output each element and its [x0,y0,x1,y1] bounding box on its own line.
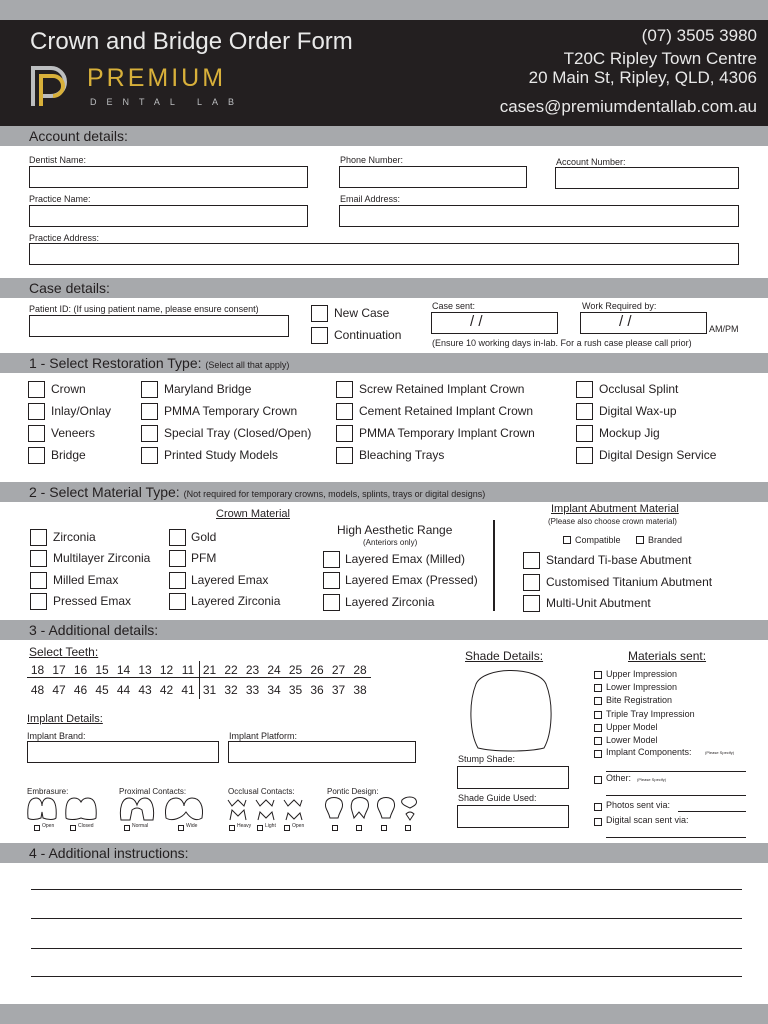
account-number-field[interactable] [555,167,739,189]
tooth-35[interactable]: 35 [288,683,303,697]
tooth-16[interactable]: 16 [73,663,88,677]
restoration-crown-label: Crown [51,382,86,396]
tooth-47[interactable]: 47 [52,683,66,697]
restoration-digital-design-service-checkbox[interactable] [576,447,593,464]
material-pressed-emax-checkbox[interactable] [30,593,47,610]
tooth-14[interactable]: 14 [116,663,131,677]
embrasure-opts-open-label: Open [42,823,55,829]
material-gold-label: Gold [191,530,217,544]
material-divider [493,520,495,611]
bottom-strip [0,1004,768,1024]
tooth-34[interactable]: 34 [267,683,281,697]
restoration-mockup-jig-label: Mockup Jig [599,426,660,440]
scan-sent-checkbox[interactable] [594,818,602,826]
case-sent-slashes: / / [470,313,483,330]
phone-number-field[interactable] [339,166,527,188]
shade-guide-label: Shade Guide Used: [458,793,537,803]
material-standard-ti-base-abutment-label: Standard Ti-base Abutment [546,553,692,567]
pontic-design-1-checkbox[interactable] [332,825,338,831]
practice-name-field[interactable] [29,205,308,227]
address-line-2: 20 Main St, Ripley, QLD, 4306 [528,68,757,87]
case-note: (Ensure 10 working days in-lab. For a rush case please call prior) [432,338,692,348]
instruction-line[interactable] [31,976,742,977]
scan-sent-line[interactable] [606,837,746,838]
section-note: (Select all that apply) [205,360,290,370]
embrasure-opts-closed-checkbox[interactable] [70,825,76,831]
tooth-46[interactable]: 46 [73,683,88,697]
materials-bite-registration-label: Bite Registration [606,695,673,706]
tooth-13[interactable]: 13 [138,663,152,677]
top-strip [0,0,768,20]
abutment-sub: (Please also choose crown material) [548,517,677,526]
materials-lower-impression-checkbox[interactable] [594,684,602,692]
tooth-23[interactable]: 23 [245,663,260,677]
case-sent-label: Case sent: [432,301,476,311]
material-layered-emax-pressed-label: Layered Emax (Pressed) [345,573,478,587]
restoration-occlusal-splint-checkbox[interactable] [576,381,593,398]
instruction-line[interactable] [31,918,742,919]
material-zirconia-label: Zirconia [53,530,96,544]
implant-components-label: Implant Components: [606,747,692,757]
proximal-wide-icon [165,798,202,820]
instruction-line[interactable] [31,889,742,890]
material-layered-emax-checkbox[interactable] [169,572,186,589]
material-layered-zirconia-label: Layered Zirconia [345,595,435,609]
tooth-44[interactable]: 44 [116,683,131,697]
material-layered-emax-pressed-checkbox[interactable] [323,572,340,589]
materials-triple-tray-impression-label: Triple Tray Impression [606,708,695,719]
stump-shade-label: Stump Shade: [458,754,516,764]
pontic-2-icon [351,798,368,819]
dentist-name-label: Dentist Name: [29,155,87,165]
material-layered-zirconia-label: Layered Zirconia [191,594,281,608]
address-line-1: T20C Ripley Town Centre [563,49,757,68]
restoration-special-tray-closed-open-label: Special Tray (Closed/Open) [164,426,312,440]
brand-subtitle: DENTAL LAB [90,97,245,107]
material-customised-titanium-abutment-label: Customised Titanium Abutment [546,575,713,589]
email-address-label: Email Address: [340,194,401,204]
tooth-48[interactable]: 48 [30,683,45,697]
material-multi-unit-abutment-checkbox[interactable] [523,595,540,612]
material-gold-checkbox[interactable] [169,529,186,546]
other-label: Other: [606,773,632,783]
proximal-opts-normal-checkbox[interactable] [124,825,130,831]
material-standard-ti-base-abutment-checkbox[interactable] [523,552,540,569]
implant-details-label: Implant Details: [27,713,103,725]
case-sent-field[interactable] [431,312,558,334]
compatible-checkbox[interactable] [563,536,571,544]
restoration-screw-retained-implant-crown-checkbox[interactable] [336,381,353,398]
brand-name: PREMIUM [87,64,227,92]
tooth-18[interactable]: 18 [30,663,45,677]
materials-triple-tray-impression-checkbox[interactable] [594,711,602,719]
material-multi-unit-abutment-label: Multi-Unit Abutment [546,596,651,610]
material-pfm-checkbox[interactable] [169,550,186,567]
continuation-label: Continuation [334,328,402,342]
restoration-cement-retained-implant-crown-checkbox[interactable] [336,403,353,420]
restoration-bleaching-trays-label: Bleaching Trays [359,448,445,462]
occlusal-heavy-icon [228,800,246,820]
materials-bite-registration-checkbox[interactable] [594,697,602,705]
restoration-printed-study-models-checkbox[interactable] [141,447,158,464]
restoration-bridge-label: Bridge [51,448,86,462]
tooth-45[interactable]: 45 [95,683,109,697]
new-case-checkbox[interactable] [311,305,328,322]
work-required-slashes: / / [619,313,632,330]
materials-upper-model-checkbox[interactable] [594,724,602,732]
material-milled-emax-label: Milled Emax [53,573,119,587]
tooth-38[interactable]: 38 [353,683,367,697]
continuation-checkbox[interactable] [311,327,328,344]
restoration-pmma-temporary-implant-crown-checkbox[interactable] [336,425,353,442]
pontic-design-4-checkbox[interactable] [405,825,411,831]
other-line[interactable] [606,795,746,796]
restoration-digital-design-service-label: Digital Design Service [599,448,717,462]
restoration-crown-checkbox[interactable] [28,381,45,398]
select-teeth-label: Select Teeth: [29,645,99,659]
pontic-4-icon [402,797,417,820]
other-specify: (Please Specify) [637,777,667,782]
embrasure-label: Embrasure: [27,787,69,796]
implant-components-specify: (Please Specify) [705,750,735,755]
photos-sent-checkbox[interactable] [594,803,602,811]
section-note: (Not required for temporary crowns, models, splints, trays or digital designs) [183,489,486,499]
high-aesthetic-heading: High Aesthetic Range [337,523,453,537]
proximal-opts-normal-label: Normal [132,823,149,829]
implant-platform-field[interactable] [228,741,416,763]
restoration-special-tray-closed-open-checkbox[interactable] [141,425,158,442]
occlusal-opts-heavy-label: Heavy [237,823,252,829]
implant-components-checkbox[interactable] [594,750,602,758]
embrasure-opts-closed-label: Closed [78,823,94,829]
restoration-cement-retained-implant-crown-label: Cement Retained Implant Crown [359,404,534,418]
stump-shade-field[interactable] [457,766,569,789]
material-pfm-label: PFM [191,551,217,565]
practice-address-label: Practice Address: [29,233,100,243]
photos-sent-label: Photos sent via: [606,800,671,810]
restoration-digital-wax-up-checkbox[interactable] [576,403,593,420]
materials-lower-impression-label: Lower Impression [606,682,678,693]
email-address-field[interactable] [339,205,739,227]
practice-name-label: Practice Name: [29,194,91,204]
materials-lower-model-checkbox[interactable] [594,737,602,745]
new-case-label: New Case [334,306,390,320]
work-required-field[interactable] [580,312,707,334]
occlusal-opts-light-checkbox[interactable] [257,825,263,831]
restoration-inlay-onlay-label: Inlay/Onlay [51,404,112,418]
section-title: Account details: [29,128,128,144]
other-checkbox[interactable] [594,776,602,784]
tooth-15[interactable]: 15 [95,663,109,677]
restoration-maryland-bridge-checkbox[interactable] [141,381,158,398]
proximal-label: Proximal Contacts: [119,787,187,796]
materials-upper-impression-checkbox[interactable] [594,671,602,679]
tooth-11[interactable]: 11 [181,663,195,677]
patient-id-field[interactable] [29,315,289,337]
material-layered-emax-milled-checkbox[interactable] [323,551,340,568]
shade-guide-field[interactable] [457,805,569,828]
practice-address-field[interactable] [29,243,739,265]
occlusal-opts-open-checkbox[interactable] [284,825,290,831]
tooth-33[interactable]: 33 [245,683,260,697]
materials-lower-model-label: Lower Model [606,735,658,745]
tooth-17[interactable]: 17 [52,663,66,677]
tooth-43[interactable]: 43 [138,683,152,697]
high-aesthetic-sub: (Anteriors only) [363,538,418,547]
shade-details-label: Shade Details: [465,649,544,663]
scan-sent-label: Digital scan sent via: [606,815,689,825]
material-layered-emax-label: Layered Emax [191,573,269,587]
tooth-31[interactable]: 31 [202,683,217,697]
restoration-occlusal-splint-label: Occlusal Splint [599,382,679,396]
work-required-label: Work Required by: [582,301,657,311]
tooth-12[interactable]: 12 [159,663,174,677]
material-pressed-emax-label: Pressed Emax [53,594,132,608]
implant-components-line[interactable] [606,771,746,772]
material-layered-zirconia-checkbox[interactable] [323,594,340,611]
restoration-inlay-onlay-checkbox[interactable] [28,403,45,420]
email-address[interactable]: cases@premiumdentallab.com.au [499,97,757,116]
occlusal-opts-heavy-checkbox[interactable] [229,825,235,831]
proximal-opts-wide-checkbox[interactable] [178,825,184,831]
embrasure-opts-open-checkbox[interactable] [34,825,40,831]
material-customised-titanium-abutment-checkbox[interactable] [523,574,540,591]
tooth-25[interactable]: 25 [288,663,303,677]
restoration-printed-study-models-label: Printed Study Models [164,448,279,462]
section-account-header [0,126,768,146]
ampm-label: AM/PM [709,324,739,334]
material-multilayer-zirconia-checkbox[interactable] [30,550,47,567]
occlusal-open-icon [284,800,302,820]
section-material-header [0,482,768,502]
proximal-opts-wide-label: Wide [186,823,198,829]
phone-number: (07) 3505 3980 [641,26,757,45]
crown-material-heading: Crown Material [216,508,290,520]
restoration-pmma-temporary-crown-checkbox[interactable] [141,403,158,420]
logo-icon [29,66,77,108]
restoration-veneers-label: Veneers [51,426,96,440]
tooth-41[interactable]: 41 [181,683,195,697]
photos-sent-line[interactable] [678,811,746,812]
account-number-label: Account Number: [556,157,626,167]
tooth-32[interactable]: 32 [224,683,238,697]
section-additional-header [0,620,768,640]
pontic-3-icon [377,798,394,819]
tooth-37[interactable]: 37 [331,683,346,697]
section-title: Case details: [29,280,110,296]
section-restoration-header [0,353,768,373]
section-title: 1 - Select Restoration Type: [29,355,202,371]
materials-sent-label: Materials sent: [628,649,707,663]
proximal-normal-icon [120,798,153,820]
restoration-veneers-checkbox[interactable] [28,425,45,442]
instruction-line[interactable] [31,948,742,949]
tooth-27[interactable]: 27 [331,663,346,677]
section-instructions-header [0,843,768,863]
material-milled-emax-checkbox[interactable] [30,572,47,589]
tooth-28[interactable]: 28 [353,663,367,677]
material-multilayer-zirconia-label: Multilayer Zirconia [53,551,151,565]
section-title: 2 - Select Material Type: [29,484,180,500]
implant-brand-field[interactable] [27,741,219,763]
tooth-21[interactable]: 21 [202,663,217,677]
pontic-design-2-checkbox[interactable] [356,825,362,831]
compatible-label: Compatible [575,535,621,545]
page-title: Crown and Bridge Order Form [30,28,353,55]
section-title: 3 - Additional details: [29,622,159,638]
material-layered-emax-milled-label: Layered Emax (Milled) [345,552,466,566]
materials-upper-model-label: Upper Model [606,721,658,732]
branded-label: Branded [648,535,683,545]
restoration-pmma-temporary-implant-crown-label: PMMA Temporary Implant Crown [359,426,535,440]
tooth-diagrams [26,796,418,824]
implant-platform-label: Implant Platform: [229,731,298,741]
tooth-22[interactable]: 22 [224,663,238,677]
restoration-mockup-jig-checkbox[interactable] [576,425,593,442]
tooth-36[interactable]: 36 [310,683,324,697]
tooth-24[interactable]: 24 [267,663,281,677]
material-zirconia-checkbox[interactable] [30,529,47,546]
tooth-42[interactable]: 42 [159,683,174,697]
patient-id-label: Patient ID: (If using patient name, please ensure consent) [29,304,259,314]
restoration-pmma-temporary-crown-label: PMMA Temporary Crown [164,404,298,418]
implant-brand-label: Implant Brand: [27,731,86,741]
restoration-digital-wax-up-label: Digital Wax-up [599,404,677,418]
tooth-26[interactable]: 26 [310,663,324,677]
embrasure-open-icon [28,798,56,820]
pontic-1-icon [325,798,342,819]
section-case-header [0,278,768,298]
occlusal-opts-light-label: Light [265,823,276,829]
occlusal-light-icon [256,800,274,820]
restoration-bleaching-trays-checkbox[interactable] [336,447,353,464]
materials-upper-impression-label: Upper Impression [606,669,678,679]
restoration-screw-retained-implant-crown-label: Screw Retained Implant Crown [359,382,525,396]
pontic-label: Pontic Design: [327,787,379,796]
material-layered-zirconia-checkbox[interactable] [169,593,186,610]
shade-tooth-outline [468,664,554,752]
restoration-bridge-checkbox[interactable] [28,447,45,464]
abutment-heading: Implant Abutment Material [551,503,679,515]
pontic-design-3-checkbox[interactable] [381,825,387,831]
restoration-maryland-bridge-label: Maryland Bridge [164,382,252,396]
occlusal-opts-open-label: Open [292,823,305,829]
phone-number-label: Phone Number: [340,155,404,165]
embrasure-closed-icon [66,798,96,820]
dentist-name-field[interactable] [29,166,308,188]
branded-checkbox[interactable] [636,536,644,544]
occlusal-label: Occlusal Contacts: [228,787,295,796]
section-title: 4 - Additional instructions: [29,845,189,861]
